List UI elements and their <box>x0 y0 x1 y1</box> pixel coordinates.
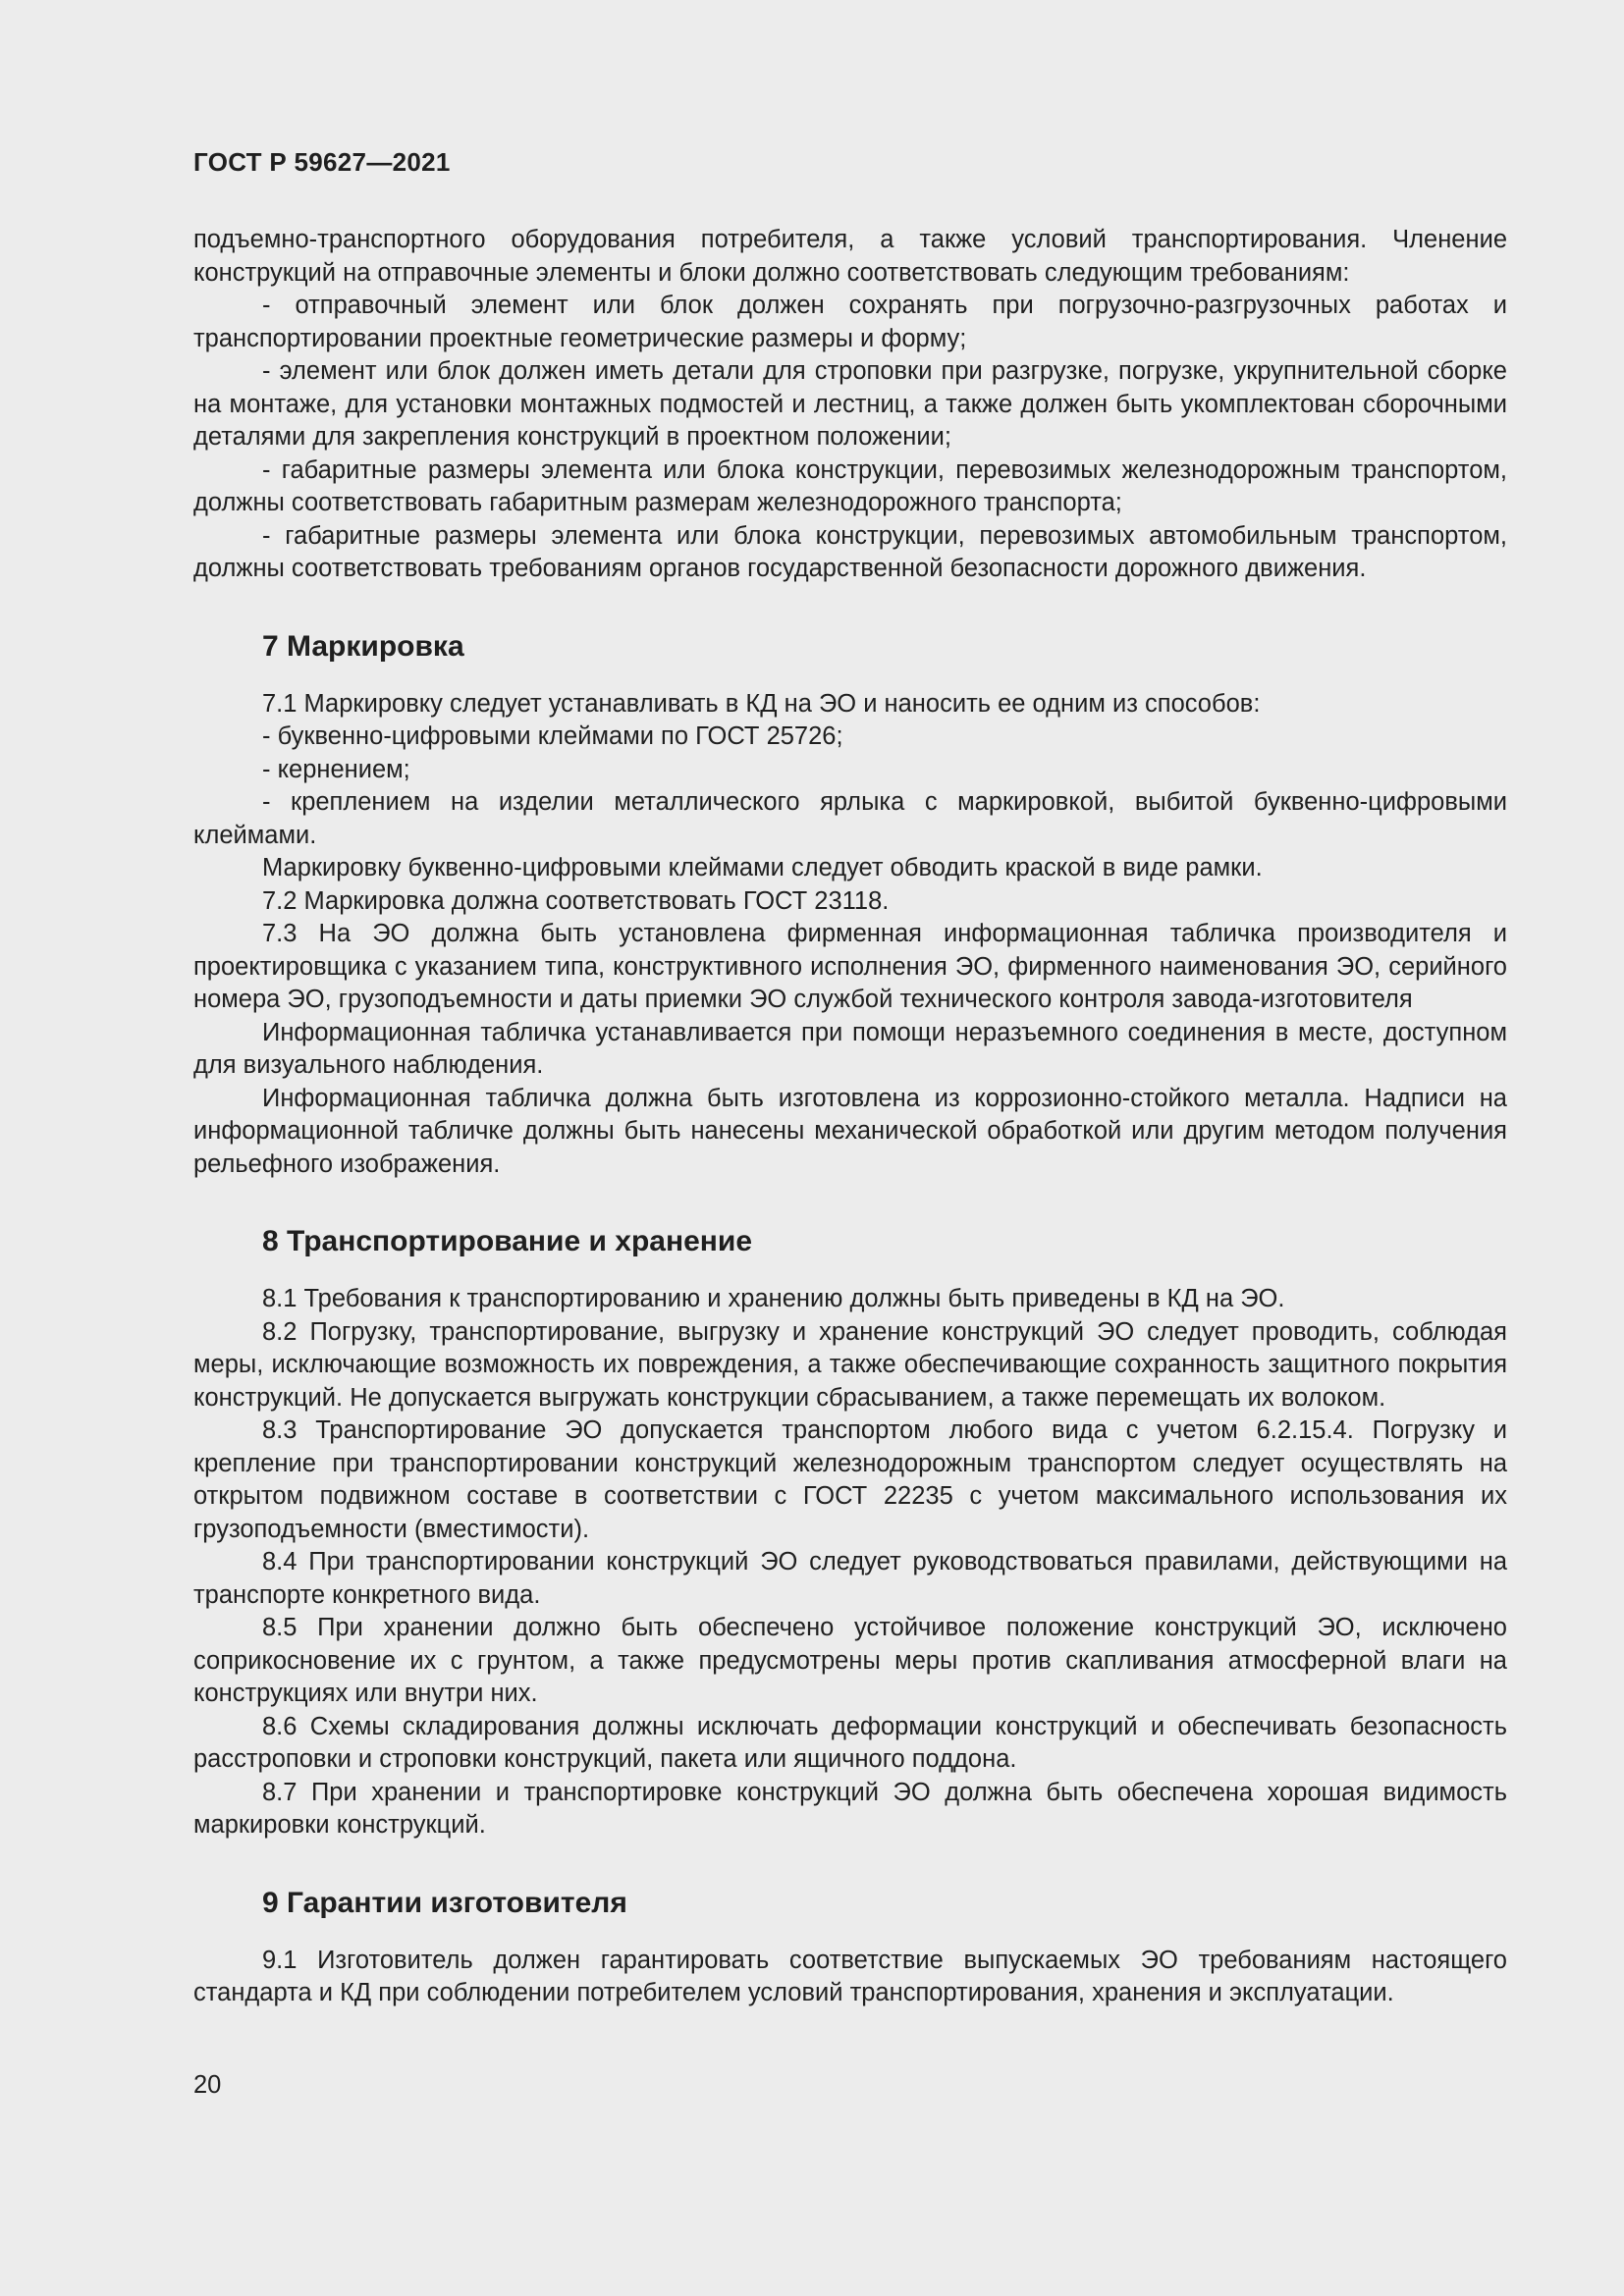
paragraph-8-1: 8.1 Требования к транспортированию и хранению должны быть приведены в КД на ЭО. <box>262 1285 1285 1312</box>
section-heading-marking: 7 Маркировка <box>262 629 464 663</box>
paragraph-7-3: 7.3 На ЭО должна быть установлена фирменная информационная табличка производителя и проектировщика с указанием типа, конструктивного исполнения ЭО, фирменного наименования ЭО, серийного номера ЭО, грузоподъемности и даты приемки ЭО службой технического контроля завода-изготовителя <box>193 920 1507 1013</box>
paragraph-8-5: 8.5 При хранении должно быть обеспечено устойчивое положение конструкций ЭО, исключено соприкосновение их с грунтом, а также предусмотрены меры против скапливания атмосферной влаги на конструкциях или внутри них. <box>193 1614 1507 1707</box>
paragraph-7-1: 7.1 Маркировку следует устанавливать в КД на ЭО и наносить ее одним из способов: <box>262 689 1261 718</box>
paragraph-9-1: 9.1 Изготовитель должен гарантировать соответствие выпускаемых ЭО требованиям настоящего стандарта и КД при соблюдении потребителем условий транспортирования, хранения и эксплуатации. <box>193 1946 1507 2006</box>
list-item-dimensions-shape: - отправочный элемент или блок должен сохранять при погрузочно-разгрузочных работах и транспортировании проектные геометрические размеры и форму; <box>193 292 1507 352</box>
paragraph-8-2: 8.2 Погрузку, транспортирование, выгрузку и хранение конструкций ЭО следует проводить, соблюдая меры, исключающие возможность их повреждения, а также обеспечивающие сохранность защитного покрытия конструкций. Не допускается выгружать конструкции сбрасыванием, а также перемещать их волоком. <box>193 1317 1507 1412</box>
paragraph-8-4: 8.4 При транспортировании конструкций ЭО следует руководствоваться правилами, действующими на транспорте конкретного вида. <box>193 1548 1507 1609</box>
list-item-punching: - кернением; <box>262 755 410 783</box>
list-item-metal-tag: - креплением на изделии металлического ярлыка с маркировкой, выбитой буквенно-цифровыми клеймами. <box>193 788 1507 849</box>
paragraph-8-7: 8.7 При хранении и транспортировке конструкций ЭО должна быть обеспечена хорошая видимость маркировки конструкций. <box>193 1778 1507 1839</box>
document-code-header: ГОСТ Р 59627—2021 <box>193 147 451 177</box>
list-item-slinging-details: - элемент или блок должен иметь детали для строповки при разгрузке, погрузке, укрупнительной сборке на монтаже, для установки монтажных подмостей и лестниц, а также должен быть укомплектован сборочными деталями для закрепления конструкций в проектном положении; <box>193 357 1507 451</box>
list-item-railway-dimensions: - габаритные размеры элемента или блока конструкции, перевозимых железнодорожным транспортом, должны соответствовать габаритным размерам железнодорожного транспорта; <box>193 455 1507 516</box>
section-heading-manufacturer-warranty: 9 Гарантии изготовителя <box>262 1886 627 1919</box>
paragraph-8-3: 8.3 Транспортирование ЭО допускается транспортом любого вида с учетом 6.2.15.4. Погрузку и крепление при транспортировании конструкций железнодорожным транспортом следует осуществлять на открытом подвижном составе в соответствии с ГОСТ 22235 с учетом максимального использования их грузоподъемности (вместимости). <box>193 1416 1507 1543</box>
paragraph-7-2: 7.2 Маркировка должна соответствовать ГОСТ 23118. <box>262 886 890 915</box>
paragraph-intro-continuation: подъемно-транспортного оборудования потребителя, а также условий транспортирования. Членение конструкций на отправочные элементы и блоки должно соответствовать следующим требованиям: <box>193 226 1507 287</box>
paragraph-nameplate-material: Информационная табличка должна быть изготовлена из коррозионно-стойкого металла. Надписи на информационной табличке должны быть нанесены механической обработкой или другим методом получения рельефного изображения. <box>193 1084 1507 1178</box>
document-body <box>193 224 1507 2010</box>
list-item-stamps: - буквенно-цифровыми клеймами по ГОСТ 25726; <box>262 722 843 750</box>
page-number: 20 <box>193 2071 222 2099</box>
section-heading-transport-storage: 8 Транспортирование и хранение <box>262 1225 753 1257</box>
paragraph-8-6: 8.6 Схемы складирования должны исключать деформации конструкций и обеспечивать безопасность расстроповки и строповки конструкций, пакета или ящичного поддона. <box>193 1712 1507 1773</box>
paragraph-nameplate-mounting: Информационная табличка устанавливается при помощи неразъемного соединения в месте, доступном для визуального наблюдения. <box>193 1018 1507 1079</box>
list-item-road-dimensions: - габаритные размеры элемента или блока конструкции, перевозимых автомобильным транспортом, должны соответствовать требованиям органов государственной безопасности дорожного движения. <box>193 521 1507 582</box>
paragraph-paint-frame: Маркировку буквенно-цифровыми клеймами следует обводить краской в виде рамки. <box>262 854 1263 881</box>
